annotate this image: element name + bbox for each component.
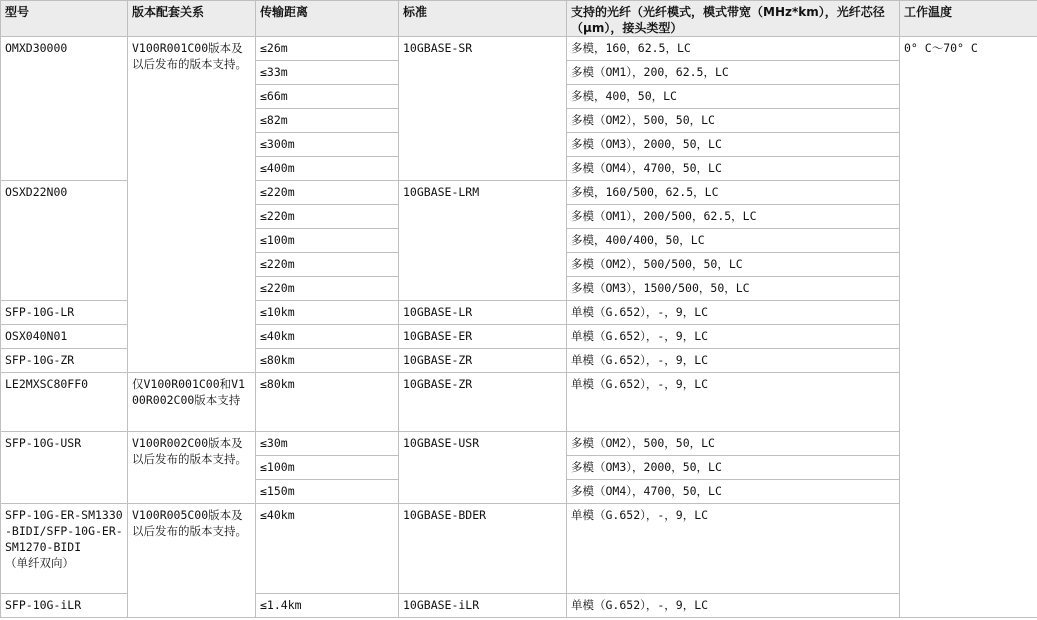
distance-cell: ≤40km xyxy=(256,504,399,594)
header-temperature: 工作温度 xyxy=(900,1,1037,37)
fiber-cell: 多模，400/400，50，LC xyxy=(567,229,900,253)
distance-cell: ≤26m xyxy=(256,37,399,61)
distance-cell: ≤80km xyxy=(256,349,399,373)
distance-cell: ≤40km xyxy=(256,325,399,349)
distance-cell: ≤1.4km xyxy=(256,594,399,618)
standard-cell: 10GBASE-ZR xyxy=(399,349,567,373)
distance-cell: ≤300m xyxy=(256,133,399,157)
model-cell: SFP-10G-ZR xyxy=(1,349,128,373)
fiber-cell: 多模，160，62.5，LC xyxy=(567,37,900,61)
distance-cell: ≤10km xyxy=(256,301,399,325)
table-row xyxy=(1,37,1037,61)
fiber-cell: 单模（G.652），-，9，LC xyxy=(567,504,900,594)
fiber-cell: 多模（OM2），500/500，50，LC xyxy=(567,253,900,277)
model-cell: SFP-10G-USR xyxy=(1,432,128,504)
temperature-cell: 0° C～70° C xyxy=(900,37,1037,618)
fiber-cell: 多模（OM4），4700，50，LC xyxy=(567,480,900,504)
distance-cell: ≤33m xyxy=(256,61,399,85)
distance-cell: ≤220m xyxy=(256,181,399,205)
distance-cell: ≤220m xyxy=(256,277,399,301)
distance-cell: ≤100m xyxy=(256,456,399,480)
distance-cell: ≤30m xyxy=(256,432,399,456)
standard-cell: 10GBASE-SR xyxy=(399,37,567,181)
distance-cell: ≤82m xyxy=(256,109,399,133)
model-cell xyxy=(1,504,128,594)
version-cell: V100R002C00版本及以后发布的版本支持。 xyxy=(128,432,256,504)
fiber-cell: 多模（OM1），200，62.5，LC xyxy=(567,61,900,85)
distance-cell: ≤220m xyxy=(256,205,399,229)
standard-cell: 10GBASE-LRM xyxy=(399,181,567,301)
fiber-cell: 单模（G.652），-，9，LC xyxy=(567,301,900,325)
header-version: 版本配套关系 xyxy=(128,1,256,37)
fiber-cell: 多模（OM3），2000，50，LC xyxy=(567,456,900,480)
model-cell: LE2MXSC80FF0 xyxy=(1,373,128,432)
model-cell: SFP-10G-iLR xyxy=(1,594,128,618)
fiber-cell: 多模（OM4），4700，50，LC xyxy=(567,157,900,181)
fiber-cell: 多模（OM3），2000，50，LC xyxy=(567,133,900,157)
table-header-row xyxy=(1,1,1037,37)
table-row xyxy=(1,504,1037,594)
fiber-cell: 多模（OM1），200/500，62.5，LC xyxy=(567,205,900,229)
version-cell: V100R001C00版本及以后发布的版本支持。 xyxy=(128,37,256,373)
fiber-cell: 单模（G.652），-，9，LC xyxy=(567,594,900,618)
distance-cell: ≤66m xyxy=(256,85,399,109)
fiber-cell: 多模（OM2），500，50，LC xyxy=(567,432,900,456)
model-note: （单纤双向） xyxy=(5,556,74,570)
standard-cell: 10GBASE-ZR xyxy=(399,373,567,432)
table-row xyxy=(1,373,1037,432)
distance-cell: ≤80km xyxy=(256,373,399,432)
version-cell: 仅V100R001C00和V100R002C00版本支持 xyxy=(128,373,256,432)
model-cell: SFP-10G-LR xyxy=(1,301,128,325)
model-cell: OSXD22N00 xyxy=(1,181,128,301)
version-cell: V100R005C00版本及以后发布的版本支持。 xyxy=(128,504,256,618)
fiber-cell: 单模（G.652），-，9，LC xyxy=(567,373,900,432)
distance-cell: ≤220m xyxy=(256,253,399,277)
standard-cell: 10GBASE-LR xyxy=(399,301,567,325)
fiber-cell: 单模（G.652），-，9，LC xyxy=(567,325,900,349)
header-model: 型号 xyxy=(1,1,128,37)
fiber-cell: 单模（G.652），-，9，LC xyxy=(567,349,900,373)
table-row xyxy=(1,432,1037,456)
fiber-cell: 多模（OM2），500，50，LC xyxy=(567,109,900,133)
fiber-cell: 多模，400，50，LC xyxy=(567,85,900,109)
distance-cell: ≤100m xyxy=(256,229,399,253)
fiber-cell: 多模（OM3），1500/500，50，LC xyxy=(567,277,900,301)
model-cell: OMXD30000 xyxy=(1,37,128,181)
header-distance: 传输距离 xyxy=(256,1,399,37)
fiber-cell: 多模，160/500，62.5，LC xyxy=(567,181,900,205)
model-cell: OSX040N01 xyxy=(1,325,128,349)
distance-cell: ≤150m xyxy=(256,480,399,504)
standard-cell: 10GBASE-iLR xyxy=(399,594,567,618)
standard-cell: 10GBASE-ER xyxy=(399,325,567,349)
distance-cell: ≤400m xyxy=(256,157,399,181)
header-standard: 标准 xyxy=(399,1,567,37)
header-fiber: 支持的光纤（光纤模式，模式带宽（MHz*km），光纤芯径（μm），接头类型） xyxy=(567,1,900,37)
standard-cell: 10GBASE-BDER xyxy=(399,504,567,594)
standard-cell: 10GBASE-USR xyxy=(399,432,567,504)
model-name: SFP-10G-ER-SM1330-BIDI/SFP-10G-ER-SM1270-BIDI xyxy=(5,508,123,554)
